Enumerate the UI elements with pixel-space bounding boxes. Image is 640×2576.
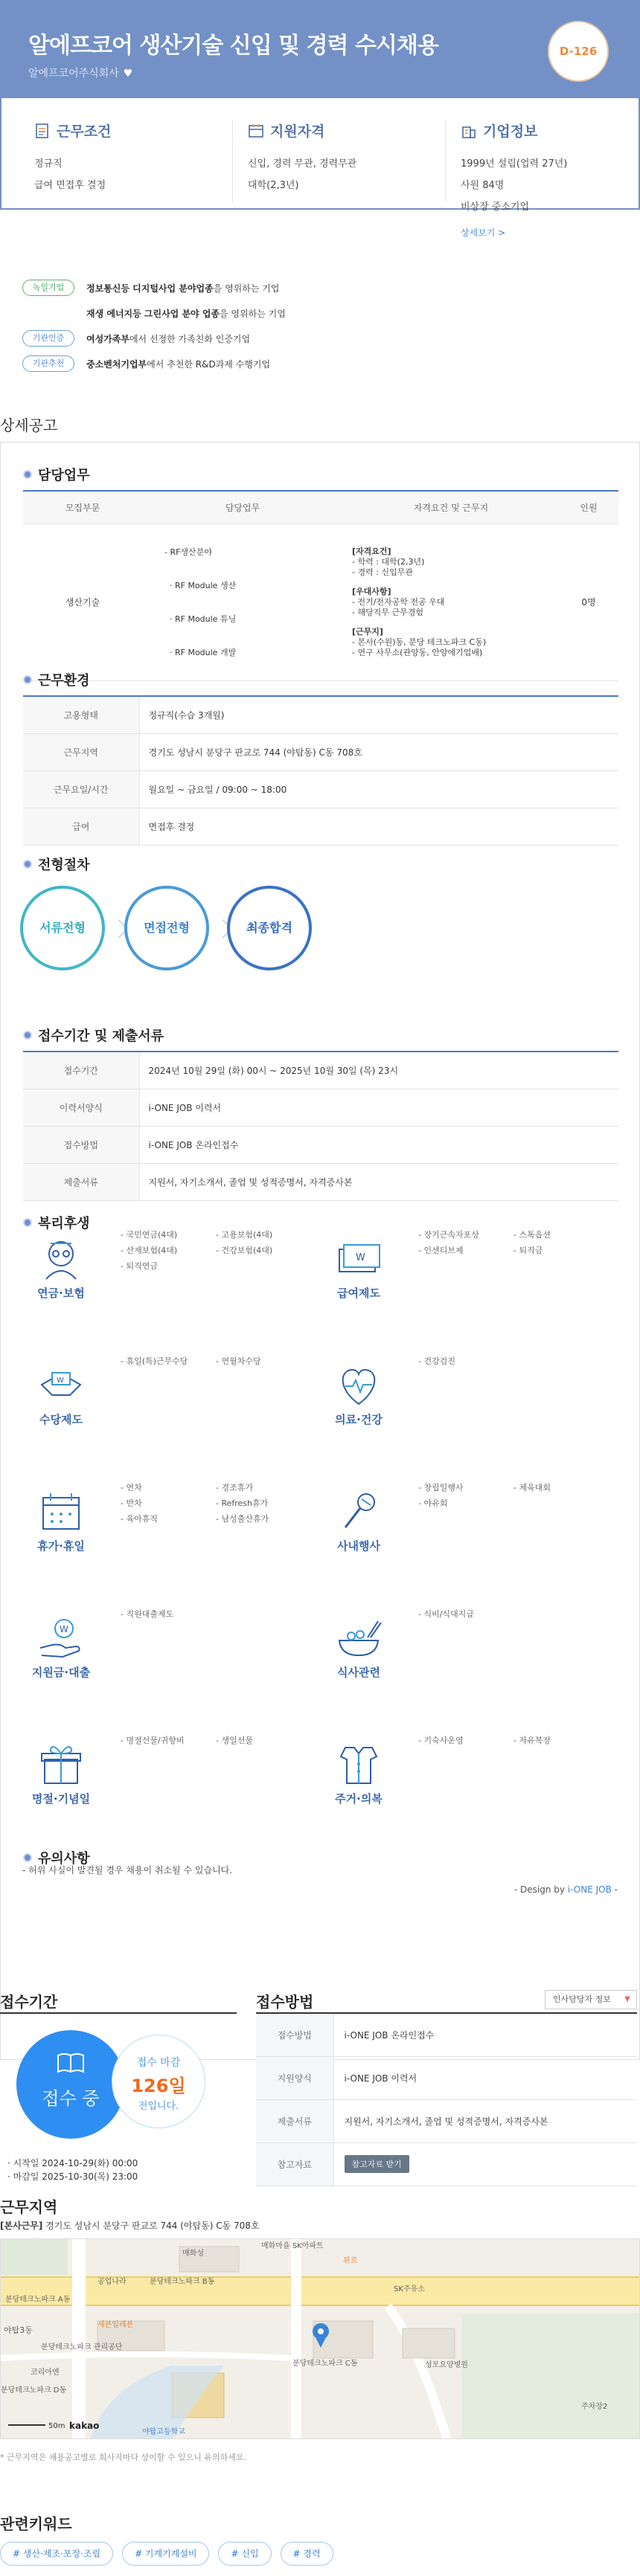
welfare-entry: - 생일선물 [216, 1734, 305, 1746]
welfare-item [22, 1481, 305, 1593]
loan-icon [36, 1615, 86, 1661]
welfare-entry: - 산재보험(4대) [121, 1244, 210, 1256]
welfare-name: 연금·보험 [37, 1287, 85, 1300]
welfare-entry: - 연월차수당 [216, 1355, 305, 1367]
welfare-name: 명절·기념일 [31, 1792, 91, 1806]
req-line: - 학력 : 대학(2,3년) [352, 556, 425, 567]
welfare-entry: - 건강보험(4대) [216, 1244, 305, 1256]
summary-line: 급여 면접후 결정 [34, 180, 106, 191]
welfare-name: 주거·의복 [335, 1792, 383, 1806]
duty-line: · RF Module 튜닝 [164, 614, 237, 624]
download-reference-button[interactable]: 참고자료 받기 [345, 2155, 409, 2173]
duty-count: 0명 [559, 524, 618, 680]
welfare-item [320, 1229, 603, 1340]
building-icon [461, 123, 477, 139]
duty-line: · RF Module 개발 [164, 647, 237, 657]
welfare-entry: - 연차 [121, 1481, 210, 1493]
status-circle [16, 2030, 125, 2139]
welfare-name: 수당제도 [39, 1413, 83, 1426]
summary-work-condition [34, 120, 243, 202]
keyword-chip[interactable]: # 경력 [281, 2542, 333, 2566]
section-title-env [23, 670, 90, 689]
summary-company-info [445, 120, 624, 238]
row-key: 근무지역 [23, 733, 139, 770]
tag-pill: 기관추천 [22, 355, 74, 372]
welfare-entry: - 휴일(특)근무수당 [121, 1355, 210, 1367]
company-name[interactable] [28, 65, 132, 80]
dday-badge: D-126 [548, 21, 609, 82]
map-label: 성모요양병원 [425, 2361, 468, 2369]
req-line: - 본사(수원)동, 분당 테크노파크 C동) [352, 637, 487, 647]
tag-row [22, 354, 603, 373]
address-text: 경기도 성남시 분당구 판교로 744 (야탑동) C동 708호 [42, 2221, 260, 2231]
company-detail-link[interactable]: 상세보기 > [461, 228, 506, 238]
req-line: - 경력 : 신입무관 [352, 567, 413, 577]
tag-text: 에서 추천한 R&D과제 수행기업 [147, 358, 271, 370]
tag-bold: 여성가족부 [86, 333, 129, 344]
welfare-entry: - 경조휴가 [216, 1481, 305, 1493]
method-title: 접수방법 [256, 1993, 314, 2011]
row-value: i-ONE JOB 이력서 [139, 1089, 618, 1126]
housing-icon [333, 1742, 384, 1788]
duty-line: - RF생산분야 [164, 547, 212, 557]
welfare-name: 휴가·휴일 [37, 1539, 85, 1553]
bullet-icon [23, 470, 32, 479]
process-step-3: 최종합격 [227, 886, 312, 970]
map-label: 위로 [343, 2257, 358, 2265]
duty-table [23, 490, 618, 681]
row-key: 제출서류 [23, 1163, 139, 1200]
welfare-entry: - 야유회 [418, 1497, 508, 1509]
address-head: [본사근무] [0, 2221, 43, 2231]
design-credit [514, 1884, 618, 1895]
table-row [23, 524, 618, 680]
summary-line: 사원 84명 [461, 180, 505, 191]
summary-title: 근무조건 [57, 123, 112, 140]
summary-title: 지원자격 [270, 123, 325, 140]
tag-text: 에서 선정한 가족친화 인증기업 [129, 333, 251, 344]
location-note: * 근무지역은 채용공고별로 회사지마다 상이할 수 있으니 유의하세요. [0, 2453, 246, 2462]
deadline-days: 126일 [131, 2076, 186, 2096]
row-value: 지원서, 자기소개서, 졸업 및 성적증명서, 자격증사본 [139, 1163, 618, 1200]
map-label: 주차장2 [581, 2403, 608, 2411]
location-address [0, 2219, 259, 2232]
svg-text:W: W [60, 1624, 68, 1635]
welfare-item [320, 1608, 603, 1719]
tag-bold: 정보통신등 디지털사업 분야업종 [86, 283, 214, 294]
map-label: 분당테크노파크 D동 [1, 2386, 67, 2395]
chevron-down-icon: ▼ [624, 1995, 630, 2003]
welfare-name: 의료·건강 [335, 1413, 383, 1426]
row-key: 고용형태 [23, 696, 139, 733]
map-label: 세븐일레븐 [97, 2321, 134, 2329]
col-header: 담당업무 [142, 491, 343, 524]
section-title-text: 전형절차 [38, 857, 90, 873]
table-row [23, 1052, 618, 1089]
row-key: 근무요일/시간 [23, 770, 139, 808]
event-icon [333, 1489, 384, 1535]
section-title-period [23, 1025, 164, 1045]
design-brand: i-ONE JOB [567, 1884, 612, 1895]
section-title-text: 복리후생 [38, 1216, 90, 1231]
welfare-entry: - 자유복장 [513, 1734, 603, 1746]
heart-icon[interactable]: ♥ [123, 68, 133, 80]
section-title-text: 담당업무 [38, 468, 90, 483]
welfare-entry: - 건강검진 [418, 1355, 508, 1367]
welfare-entry: - Refresh휴가 [216, 1497, 305, 1509]
svg-text:W: W [57, 1376, 64, 1385]
welfare-entry: - 명절선물/귀향비 [121, 1734, 210, 1746]
welfare-name: 사내행사 [337, 1539, 380, 1553]
company-name-text: 알에프코어주식회사 [28, 68, 119, 80]
pension-icon [36, 1236, 86, 1282]
welfare-name: 지원금·대출 [31, 1666, 91, 1679]
col-header: 인원 [559, 491, 618, 524]
summary-line: 비상장 중소기업 [461, 202, 530, 213]
keywords-title: 관련키워드 [0, 2515, 72, 2533]
summary-qualification [232, 120, 441, 202]
period-table [23, 1051, 618, 1201]
row-value: 경기도 성남시 분당구 판교로 744 (야탑동) C동 708호 [139, 733, 618, 770]
deadline-label: 접수 마감 [136, 2057, 181, 2069]
welfare-item [22, 1734, 305, 1846]
welfare-entry: - 창립일행사 [418, 1481, 508, 1493]
keyword-chip[interactable]: # 신입 [218, 2542, 271, 2566]
health-icon [333, 1362, 384, 1408]
welfare-entry: - 식비/식대지급 [418, 1608, 508, 1620]
tag-text: 을 영위하는 기업 [213, 283, 280, 294]
table-row [256, 2099, 637, 2142]
section-title-text: 접수기간 및 제출서류 [38, 1028, 164, 1044]
bullet-icon [23, 1853, 32, 1862]
map-brand: kakao [69, 2421, 100, 2431]
hr-contact-select-value: 인사담당자 정보 [553, 1994, 611, 2004]
req-head: [근무지] [352, 626, 383, 637]
section-title-text: 유의사항 [38, 1851, 90, 1867]
welfare-entry: - 퇴직금 [513, 1244, 603, 1256]
welfare-item [320, 1734, 603, 1846]
keyword-list [0, 2542, 333, 2566]
row-key: 접수방법 [23, 1126, 139, 1163]
deadline-circle [112, 2035, 205, 2128]
summary-title: 기업정보 [483, 123, 538, 140]
welfare-entry: - 고용보험(4대) [216, 1229, 305, 1240]
summary-line: 정규직 [34, 158, 63, 170]
welfare-name: 식사관련 [337, 1666, 380, 1679]
section-title-text: 근무환경 [38, 673, 90, 689]
welfare-entry: - 기숙사운영 [418, 1734, 508, 1746]
bullet-icon [23, 1218, 32, 1227]
welfare-item [22, 1608, 305, 1719]
end-date: · 마감일 2025-10-30(목) 23:00 [7, 2171, 138, 2182]
meal-icon [333, 1615, 384, 1661]
calendar-icon [248, 123, 264, 139]
summary-line: 신입, 경력 무관, 경력무관 [248, 158, 357, 170]
row-value: 월요일 ~ 금요일 / 09:00 ~ 18:00 [139, 770, 618, 808]
location-title: 근무지역 [0, 2198, 58, 2216]
hero-banner [0, 0, 640, 98]
welfare-name: 급여제도 [337, 1287, 380, 1300]
summary-line: 1999년 설립(업력 27년) [461, 158, 568, 170]
location-map[interactable] [0, 2238, 640, 2439]
welfare-entry: - 인센티브제 [418, 1244, 508, 1256]
welfare-item [320, 1481, 603, 1593]
map-label: 분당테크노파크 C동 [292, 2360, 358, 2368]
row-key: 접수기간 [23, 1052, 139, 1089]
status-label: 접수 중 [42, 2088, 100, 2109]
method-table [256, 2012, 637, 2186]
welfare-entry: - 국민연금(4대) [121, 1229, 210, 1240]
deadline-suffix: 전입니다. [138, 2101, 179, 2112]
summary-line: 대학(2,3년) [248, 180, 299, 191]
req-head: [우대사항] [352, 586, 391, 596]
notice-text: - 허위 사실이 발견될 경우 채용이 취소될 수 있습니다. [22, 1865, 233, 1875]
welfare-entry: - 육아휴직 [121, 1513, 210, 1524]
table-row [256, 2142, 637, 2186]
welfare-entry: - 퇴직연금 [121, 1260, 210, 1272]
keyword-chip[interactable]: # 기계기계설비 [122, 2542, 209, 2566]
receive-box [0, 2012, 237, 2192]
map-label: 코리아엔 [31, 2369, 60, 2377]
row-key: 급여 [23, 808, 139, 845]
svg-text:W: W [356, 1252, 365, 1263]
tag-row [22, 329, 603, 348]
row-value: 2024년 10월 29일 (화) 00시 ~ 2025년 10월 30일 (목) 23시 [139, 1052, 618, 1089]
env-table [23, 695, 618, 846]
book-icon [57, 2052, 85, 2073]
tag-text: 을 영위하는 기업 [220, 308, 286, 319]
process-step-1: 서류전형 [20, 886, 105, 970]
req-line: - 해당직무 근무경험 [352, 607, 423, 617]
start-date: · 시작일 2024-10-29(화) 00:00 [7, 2158, 138, 2168]
row-key: 접수방법 [256, 2013, 333, 2056]
tag-row [22, 303, 603, 323]
row-key: 이력서양식 [23, 1089, 139, 1126]
welfare-entry: - 체육대회 [513, 1481, 603, 1493]
row-value: 지원서, 자기소개서, 졸업 및 성적증명서, 자격증사본 [333, 2099, 637, 2142]
map-label: 분당테크노파크 A동 [5, 2296, 71, 2304]
table-row [23, 733, 618, 770]
row-key: 제출서류 [256, 2099, 333, 2142]
document-icon [34, 123, 51, 139]
welfare-item [320, 1355, 603, 1466]
gift-icon [36, 1742, 86, 1788]
map-label: 공업나라 [97, 2278, 127, 2286]
col-header: 자격요건 및 근무지 [343, 491, 559, 524]
table-row [23, 808, 618, 845]
col-header: 모집부문 [23, 491, 142, 524]
req-head: [자격요건] [352, 546, 391, 556]
welfare-item [22, 1229, 305, 1340]
table-row [23, 696, 618, 733]
keyword-chip[interactable]: # 생산·제조·포장·조립 [0, 2542, 113, 2566]
tag-bold: 중소벤처기업부 [86, 358, 147, 370]
duty-line: · RF Module 생산 [164, 580, 237, 590]
tag-pill: 기관인증 [22, 330, 74, 347]
detail-heading: 상세공고 [0, 416, 58, 434]
row-value: i-ONE JOB 온라인접수 [139, 1126, 618, 1163]
map-label: 야탑고등학교 [142, 2428, 185, 2436]
map-label: 분당테크노파크 관리공단 [41, 2343, 123, 2351]
receive-title: 접수기간 [0, 1993, 58, 2011]
table-row [23, 1089, 618, 1126]
table-row [23, 770, 618, 808]
salary-icon [333, 1236, 384, 1282]
page-title: 알에프코어 생산기술 신입 및 경력 수시채용 [28, 33, 438, 59]
row-value: 정규직(수습 3개월) [139, 696, 618, 733]
design-prefix: - Design by [513, 1884, 568, 1895]
section-title-process [23, 854, 90, 874]
table-row [256, 2056, 637, 2099]
row-value: i-ONE JOB 이력서 [333, 2056, 637, 2099]
welfare-entry: - 직원대출제도 [121, 1608, 210, 1620]
req-line: - 전기/전자공학 전공 우대 [352, 596, 445, 607]
map-label: 분당테크노파크 B동 [150, 2278, 215, 2286]
welfare-entry: - 반차 [121, 1497, 210, 1509]
job-hero [0, 0, 640, 238]
req-line: - 연구 사무소(관양동, 안양에기업배) [352, 647, 483, 657]
tag-bold: 재생 에너지등 그린사업 분야 업종 [86, 308, 220, 319]
row-key: 지원양식 [256, 2056, 333, 2099]
map-scale: 50m [48, 2422, 65, 2430]
map-label: 매화성 [182, 2250, 204, 2258]
allowance-icon [36, 1362, 86, 1408]
table-row [23, 1126, 618, 1163]
hr-contact-select[interactable] [545, 1990, 637, 2009]
map-label: 야탑3동 [4, 2325, 33, 2335]
row-value: 면접후 결정 [139, 808, 618, 845]
map-canvas[interactable] [1, 2239, 640, 2439]
section-title-duty [23, 465, 90, 484]
tag-pill-empty [22, 305, 74, 321]
process-step-2: 면접전형 [124, 886, 209, 970]
welfare-entry: - 남성출산휴가 [216, 1513, 305, 1524]
vacation-icon [36, 1489, 86, 1535]
map-label: 매화마을 SK아파트 [261, 2242, 324, 2250]
bullet-icon [23, 860, 32, 869]
bullet-icon [23, 1031, 32, 1040]
welfare-item [22, 1355, 305, 1466]
map-label: SK주유소 [394, 2285, 425, 2293]
row-key: 참고자료 [256, 2142, 333, 2186]
company-tags [22, 278, 603, 379]
bullet-icon [23, 675, 32, 684]
tag-pill: 녹일기업 [22, 280, 74, 296]
welfare-entry: - 장기근속자포상 [418, 1229, 508, 1240]
table-row [23, 1163, 618, 1200]
summary-card [0, 98, 640, 238]
welfare-entry: - 스톡옵션 [513, 1229, 603, 1240]
duty-dept: 생산기술 [23, 524, 142, 680]
design-suffix: - [611, 1884, 618, 1895]
row-value: i-ONE JOB 온라인접수 [333, 2013, 637, 2056]
tag-row [22, 278, 603, 297]
table-row [256, 2013, 637, 2056]
